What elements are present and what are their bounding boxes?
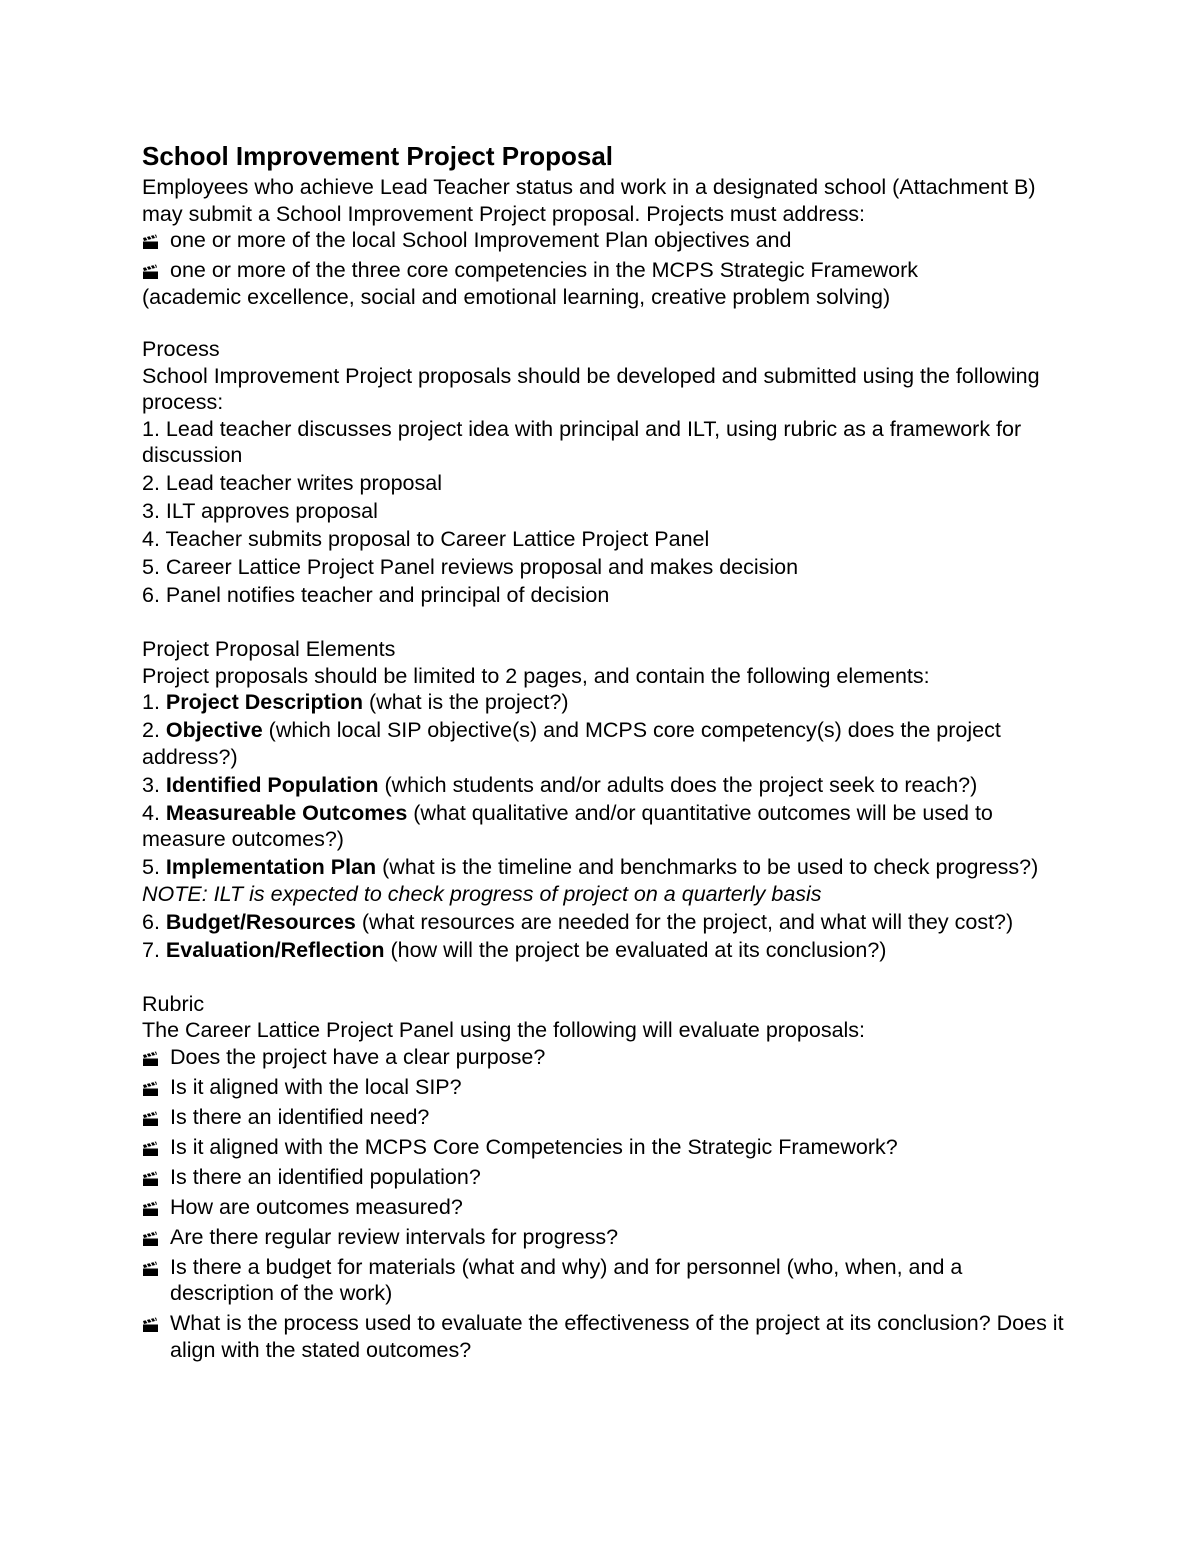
element-item: 3. Identified Population (which students and/or adults does the project seek to reach?) [142,772,978,797]
page-title: School Improvement Project Proposal [142,141,613,171]
intro-note: (academic excellence, social and emotional learning, creative problem solving) [142,284,891,309]
rubric-intro: The Career Lattice Project Panel using the following will evaluate proposals: [142,1018,866,1042]
element-item: 5. Implementation Plan (what is the timeline and benchmarks to be used to check progress?) NOTE: ILT is expected to check progress of project on a quarterly basis [142,855,1039,906]
clapperboard-icon [142,1317,161,1332]
rubric-heading: Rubric [142,991,205,1016]
process-step: 6. Panel notifies teacher and principal of decision [142,583,610,607]
rubric-question: Is it aligned with the local SIP? [142,1074,1072,1101]
clapperboard-icon [142,1201,161,1216]
process-step: 5. Career Lattice Project Panel reviews proposal and makes decision [142,555,799,579]
clapperboard-icon [142,1081,161,1096]
element-item: 1. Project Description (what is the project?) [142,690,569,714]
clapperboard-icon [142,1051,161,1066]
document-page [142,140,1072,1367]
process-intro: School Improvement Project proposals should be developed and submitted using the following process: [142,363,1040,414]
process-step: 2. Lead teacher writes proposal [142,471,442,495]
element-item: 4. Measureable Outcomes (what qualitative and/or quantitative outcomes will be used to measure outcomes?) [142,800,993,851]
intro-bullet [142,227,1072,254]
intro-bullet-text: one or more of the local School Improvement Plan objectives and [170,228,792,252]
rubric-question: How are outcomes measured? [142,1194,1072,1221]
element-item: 2. Objective (which local SIP objective(s) and MCPS core competency(s) does the project address?) [142,718,1001,769]
elements-heading: Project Proposal Elements [142,637,396,661]
process-step: 4. Teacher submits proposal to Career Lattice Project Panel [142,527,710,551]
rubric-question: Is it aligned with the MCPS Core Competencies in the Strategic Framework? [142,1134,1072,1161]
rubric-question: Is there an identified population? [142,1164,1072,1191]
clapperboard-icon [142,1231,161,1246]
process-step: 3. ILT approves proposal [142,499,378,523]
intro-paragraph: Employees who achieve Lead Teacher status and work in a designated school (Attachment B) may submit a School Improvement Project proposal. Projects must address: [142,175,1036,226]
clapperboard-icon [142,1171,161,1186]
process-step: 1. Lead teacher discusses project idea with principal and ILT, using rubric as a framework for discussion [142,416,1022,467]
clapperboard-icon [142,264,161,279]
rubric-question: What is the process used to evaluate the effectiveness of the project at its conclusion? Does it align with the stated outcomes? [142,1310,1072,1363]
process-heading: Process [142,337,220,361]
clapperboard-icon [142,1111,161,1126]
rubric-question: Are there regular review intervals for progress? [142,1224,1072,1251]
rubric-question: Is there an identified need? [142,1104,1072,1131]
clapperboard-icon [142,1261,161,1276]
rubric-question: Is there a budget for materials (what and why) and for personnel (who, when, and a description of the work) [142,1254,1072,1307]
clapperboard-icon [142,1141,161,1156]
element-item: 6. Budget/Resources (what resources are needed for the project, and what will they cost?) [142,909,1014,934]
rubric-question: Does the project have a clear purpose? [142,1044,1072,1071]
intro-bullet-text: one or more of the three core competencies in the MCPS Strategic Framework [170,258,919,282]
implementation-note: NOTE: ILT is expected to check progress of project on a quarterly basis [142,881,822,906]
clapperboard-icon [142,234,161,249]
element-item: 7. Evaluation/Reflection (how will the project be evaluated at its conclusion?) [142,937,887,962]
intro-bullet [142,257,1072,284]
elements-intro: Project proposals should be limited to 2 pages, and contain the following elements: [142,663,930,688]
